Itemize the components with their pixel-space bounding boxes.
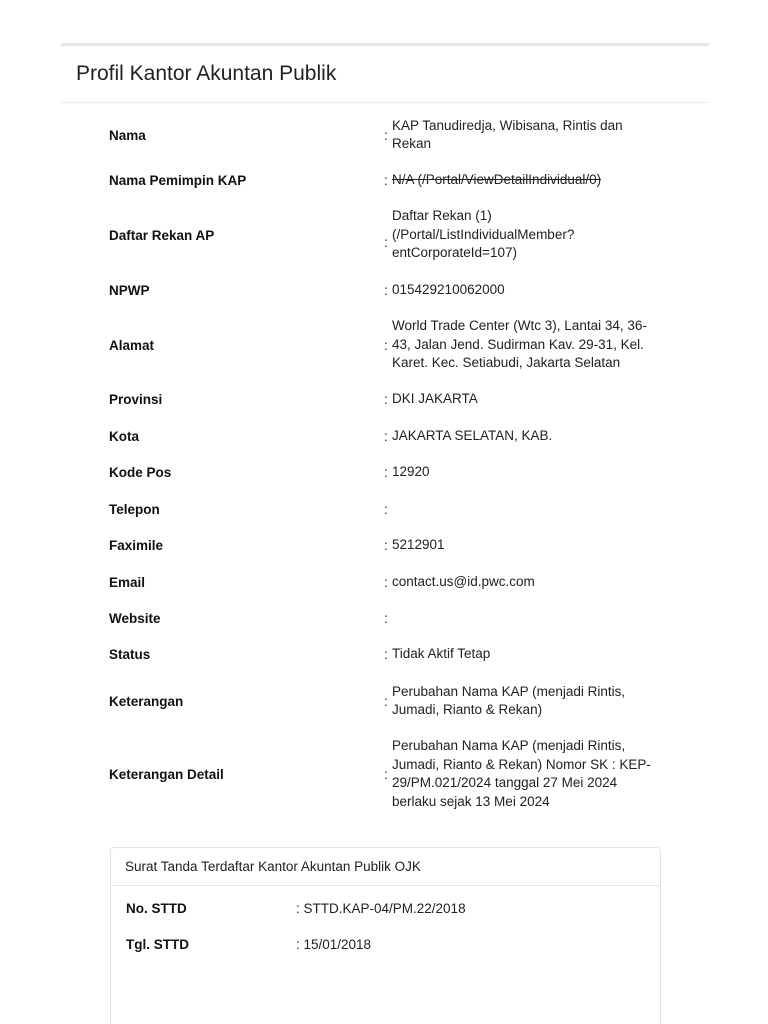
sttd-value: : STTD.KAP-04/PM.22/2018 xyxy=(296,901,466,916)
field-label: Keterangan xyxy=(109,693,184,709)
top-border xyxy=(61,43,709,46)
field-label: Nama xyxy=(109,127,146,143)
sttd-value: : 15/01/2018 xyxy=(296,937,372,952)
field-row-faximile xyxy=(0,536,768,555)
field-colon: : xyxy=(384,465,388,480)
field-row-alamat xyxy=(0,317,768,373)
title-divider xyxy=(61,102,709,103)
field-value: DKI JAKARTA xyxy=(392,391,478,407)
field-value: JAKARTA SELATAN, KAB. xyxy=(392,428,553,444)
field-colon: : xyxy=(384,337,388,353)
field-label: Status xyxy=(109,647,151,662)
sttd-label: No. STTD xyxy=(126,901,187,916)
field-colon: : xyxy=(384,429,388,444)
field-value: KAP Tanudiredja, Wibisana, Rintis dan Rekan xyxy=(392,117,623,151)
field-label: Telepon xyxy=(109,502,160,517)
field-colon: : xyxy=(384,283,388,298)
field-label: Email xyxy=(109,575,146,590)
field-colon: : xyxy=(384,647,388,662)
field-value: Perubahan Nama KAP (menjadi Rintis, Jumadi, Rianto & Rekan) Nomor SK : KEP-29/PM.021/2024 tanggal 27 Mei 2024 berlaku sejak 13 Mei 2024 xyxy=(392,738,651,809)
field-value: 12920 xyxy=(392,464,430,480)
field-label: NPWP xyxy=(109,283,150,298)
field-label: Kota xyxy=(109,429,139,444)
field-row-keterangan-detail xyxy=(0,737,768,811)
field-row-provinsi xyxy=(0,390,768,409)
sttd-card-title: Surat Tanda Terdaftar Kantor Akuntan Publik OJK xyxy=(125,859,421,874)
field-colon: : xyxy=(384,693,388,709)
field-row-nama xyxy=(0,116,768,154)
field-colon: : xyxy=(384,235,388,250)
field-row-telepon xyxy=(0,500,768,519)
field-label: Nama Pemimpin KAP xyxy=(109,173,247,188)
field-row-status xyxy=(0,645,768,664)
field-colon: : xyxy=(384,173,388,188)
field-row-npwp xyxy=(0,281,768,300)
field-label: Kode Pos xyxy=(109,465,172,480)
field-label: Provinsi xyxy=(109,392,163,407)
field-row-kode-pos xyxy=(0,463,768,482)
field-row-kota xyxy=(0,427,768,446)
field-label: Keterangan Detail xyxy=(109,766,224,782)
field-label: Alamat xyxy=(109,337,155,353)
field-colon: : xyxy=(384,766,388,782)
pemimpin-link[interactable]: N/A (/Portal/ViewDetailIndividual/0) xyxy=(392,172,602,188)
field-colon: : xyxy=(384,127,388,143)
field-label: Faximile xyxy=(109,538,164,553)
field-colon: : xyxy=(384,611,388,626)
field-colon: : xyxy=(384,502,388,517)
field-row-keterangan xyxy=(0,682,768,720)
sttd-card-header xyxy=(111,848,660,886)
field-value: World Trade Center (Wtc 3), Lantai 34, 36-43, Jalan Jend. Sudirman Kav. 29-31, Kel. Karet. Kec. Setiabudi, Jakarta Selatan xyxy=(392,318,647,371)
field-colon: : xyxy=(384,575,388,590)
field-value: Perubahan Nama KAP (menjadi Rintis, Jumadi, Rianto & Rekan) xyxy=(392,683,626,717)
sttd-card xyxy=(110,847,661,1024)
field-row-email xyxy=(0,573,768,592)
field-row-nama-pemimpin xyxy=(0,171,768,190)
field-row-daftar-rekan xyxy=(0,207,768,263)
field-label: Website xyxy=(109,611,161,626)
field-row-website xyxy=(0,609,768,628)
email-value[interactable]: contact.us@id.pwc.com xyxy=(392,574,535,590)
field-colon: : xyxy=(384,392,388,407)
status-value: Tidak Aktif Tetap xyxy=(392,646,491,662)
sttd-label: Tgl. STTD xyxy=(126,937,189,952)
page-title: Profil Kantor Akuntan Publik xyxy=(76,62,337,85)
field-value: 5212901 xyxy=(392,537,445,553)
daftar-rekan-link[interactable]: Daftar Rekan (1) (/Portal/ListIndividualMember?entCorporateId=107) xyxy=(392,208,575,261)
field-label: Daftar Rekan AP xyxy=(109,227,215,243)
field-value: 015429210062000 xyxy=(392,282,505,298)
field-colon: : xyxy=(384,538,388,553)
